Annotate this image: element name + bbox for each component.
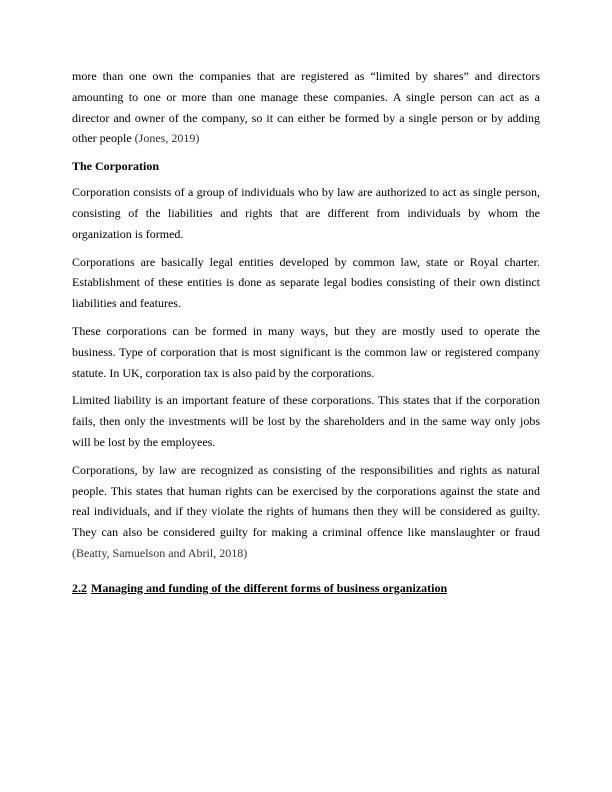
corporation-paragraph-5-citation: (Beatty, Samuelson and Abril, 2018) bbox=[72, 545, 248, 560]
section-number: 2.2 bbox=[72, 580, 87, 595]
section-title: Managing and funding of the different forms of business organization bbox=[91, 580, 448, 595]
corporation-paragraph-1: Corporation consists of a group of individuals who by law are authorized to act as single person, consisting of the liabilities and rights that are different from individuals by whom the organization is formed. bbox=[72, 185, 540, 241]
corporation-paragraph-5-text: Corporations, by law are recognized as consisting of the responsibilities and rights as natural people. This states that human rights can be exercised by the corporations against the state and real individuals, and if they violate the rights of humans then they will be considered as guilty. They can also be considered guilty for making a criminal offence like manslaughter or fraud bbox=[72, 462, 540, 540]
intro-paragraph bbox=[72, 66, 540, 149]
section-heading bbox=[72, 578, 540, 598]
intro-citation: (Jones, 2019) bbox=[134, 131, 200, 146]
corporation-paragraph-2: Corporations are basically legal entities developed by common law, state or Royal charter. Establishment of these entities is done as separate legal bodies consisting of their own distinct liabilities and features. bbox=[72, 254, 540, 311]
corporation-paragraph-5 bbox=[72, 460, 540, 564]
corporation-paragraph-4: Limited liability is an important feature of these corporations. This states that if the corporation fails, then only the investments will be lost by the shareholders and in the same way only jobs will be lost by the employees. bbox=[72, 393, 540, 449]
corporation-paragraph-3: These corporations can be formed in many ways, but they are mostly used to operate the business. Type of corporation that is most significant is the common law or registered company statute. In UK, corporation tax is also paid by the corporations. bbox=[72, 323, 540, 380]
corporation-heading: The Corporation bbox=[72, 159, 159, 174]
intro-text: more than one own the companies that are registered as “limited by shares” and directors amounting to one or more than one manage these companies. A single person can act as a director and owner of the company, so it can either be formed by a single person or by adding other people bbox=[72, 69, 540, 146]
page-content bbox=[72, 66, 540, 598]
